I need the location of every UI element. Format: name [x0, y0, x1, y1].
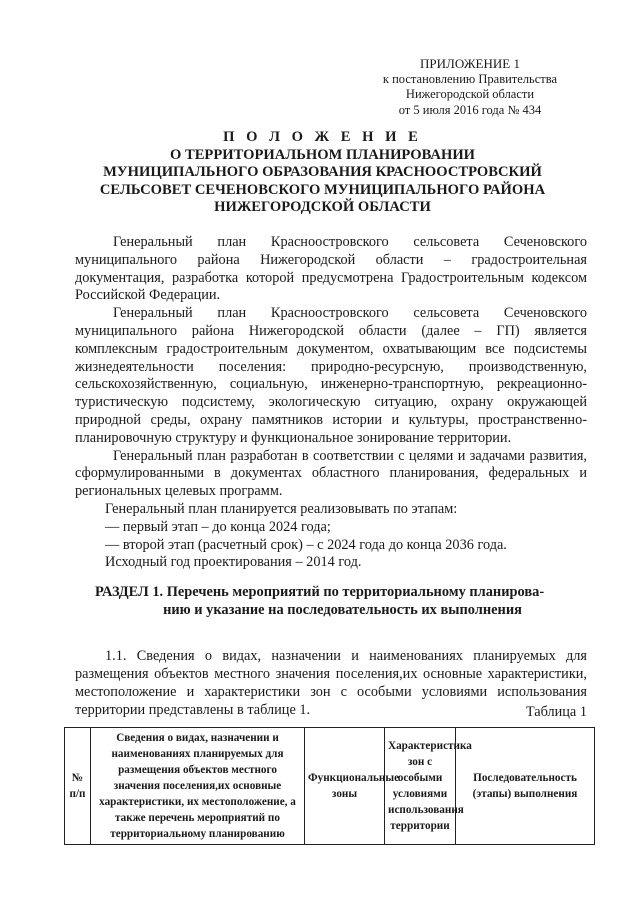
appendix-line: Нижегородской области: [405, 87, 535, 101]
body-text: [75, 234, 587, 572]
paragraph: Генеральный план Красноостровского сельсовета Сеченовского муниципального района Нижегородской области – градостроительная документация, разработка которой предусмотрена Градостроительным кодексом Российской Федерации.: [75, 234, 587, 304]
paragraph-1-1: 1.1. Сведения о видах, назначении и наименованиях планируемых для размещения объектов местного значения поселения,их основные характеристики, местоположение и характеристики зон с особыми условиями использования территории представлены в таблице 1.: [75, 648, 587, 718]
header-cell-zone-conditions: Характеристика зон с особыми условиями использования территории: [385, 728, 456, 845]
paragraph: Генеральный план разработан в соответствии с целями и задачами развития, сформулированными в документах областного планирования, федеральных и региональных целевых программ.: [75, 447, 587, 500]
title-line: НИЖЕГОРОДСКОЙ ОБЛАСТИ: [214, 199, 431, 216]
appendix-date: от 5 июля 2016 года № 434: [398, 102, 542, 117]
appendix-heading: ПРИЛОЖЕНИЕ 1: [420, 56, 520, 71]
document-title: [60, 129, 585, 217]
table-label: Таблица 1: [525, 704, 587, 720]
title-line: О ТЕРРИТОРИАЛЬНОМ ПЛАНИРОВАНИИ: [169, 146, 476, 163]
table-header-row: [65, 728, 595, 845]
section-heading: [95, 583, 590, 619]
header-cell-stages: Последовательность (этапы) выполнения: [456, 728, 595, 845]
table-1: [64, 727, 595, 845]
paragraph: Генеральный план планируется реализовывать по этапам:: [105, 500, 458, 517]
list-item: — второй этап (расчетный срок) – с 2024 года до конца 2036 года.: [105, 536, 507, 553]
list-item: — первый этап – до конца 2024 года;: [105, 518, 331, 535]
header-cell-zones: Функциональные зоны: [305, 728, 385, 845]
title-line: МУНИЦИПАЛЬНОГО ОБРАЗОВАНИЯ КРАСНООСТРОВСКИЙ: [103, 164, 542, 181]
paragraph: Исходный год проектирования – 2014 год.: [105, 554, 362, 571]
title-line: СЕЛЬСОВЕТ СЕЧЕНОВСКОГО МУНИЦИПАЛЬНОГО РАЙОНА: [99, 181, 546, 198]
section-heading-line: РАЗДЕЛ 1. Перечень мероприятий по территориальному планирова-: [95, 584, 545, 600]
appendix-line: к постановлению Правительства: [382, 71, 558, 86]
paragraph: Генеральный план Красноостровского сельсовета Сеченовского муниципального района Нижегородской области (далее – ГП) является комплексным градостроительным документом, охватывающим все подсистемы жизнедеятельности поселения: природно-ресурсную, производственную, сельскохозяйственную, социальную, инженерно-транспортную, рекреационно-туристическую подсистему, экологическую ситуацию, охрану окружающей природной среды, охрану памятников истории и культуры, пространственно-планировочную структуру и функциональное зонирование территории.: [75, 305, 587, 446]
header-cell-objects: Сведения о видах, назначении и наименованиях планируемых для размещения объектов местного значения поселения,их основные характеристики, их местоположение, а также перечень мероприятий по территориальному планированию: [91, 728, 305, 845]
section-heading-line: нию и указание на последовательность их выполнения: [163, 602, 522, 618]
header-cell-number: № п/п: [65, 728, 91, 845]
title-heading: П О Л О Ж Е Н И Е: [223, 129, 422, 145]
appendix-note: [360, 56, 580, 118]
